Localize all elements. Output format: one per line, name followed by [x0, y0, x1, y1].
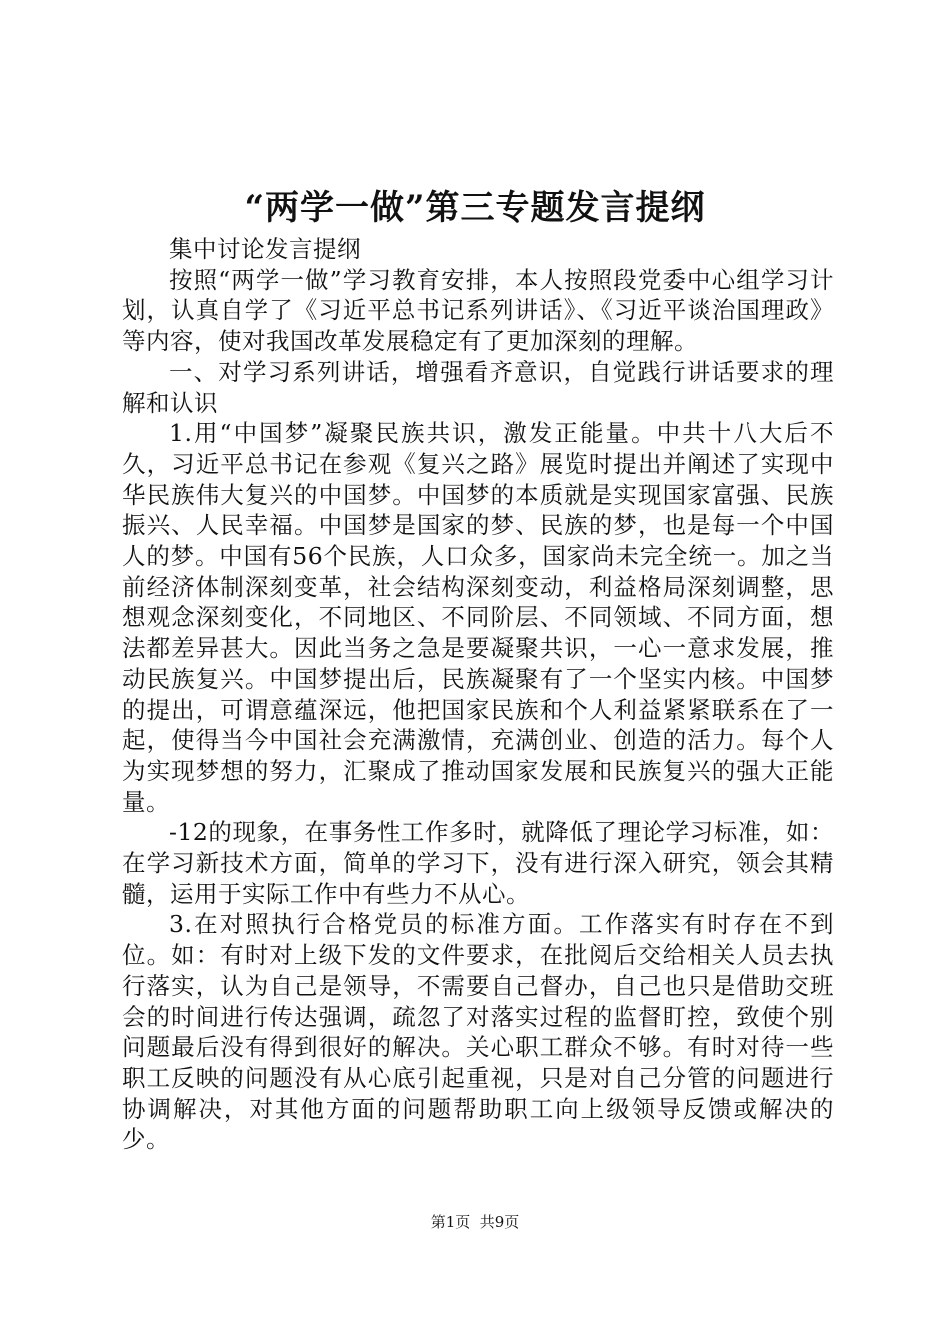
paragraph-party-standard: 3.在对照执行合格党员的标准方面。工作落实有时存在不到位。如：有时对上级下发的文件要求，在批阅后交给相关人员去执行落实，认为自己是领导，不需要自己督办，自己也只是借助交班会的时间进行传达强调，疏忽了对落实过程的监督盯控，致使个别问题最后没有得到很好的解决。关心职工群众不够。有时对待一些职工反映的问题没有从心底引起重视，只是对自己分管的问题进行协调解决，对其他方面的问题帮助职工向上级领导反馈或解决的少。 [122, 910, 834, 1154]
document-title: “两学一做”第三专题发言提纲 [244, 188, 706, 228]
page-indicator: 第1页 共9页 [430, 1213, 520, 1231]
paragraph-section-one: 一、对学习系列讲话，增强看齐意识，自觉践行讲话要求的理解和认识 [122, 357, 834, 417]
document-body [122, 234, 834, 1155]
paragraph-heading: 集中讨论发言提纲 [169, 235, 361, 263]
paragraph-intro: 按照“两学一做”学习教育安排，本人按照段党委中心组学习计划，认真自学了《习近平总书记系列讲话》、《习近平谈治国理政》等内容，使对我国改革发展稳定有了更加深刻的理解。 [122, 265, 834, 356]
paragraph-study-issue: -12的现象，在事务性工作多时，就降低了理论学习标准，如：在学习新技术方面，简单的学习下，没有进行深入研究，领会其精髓，运用于实际工作中有些力不从心。 [122, 818, 834, 908]
paragraph-china-dream: 1.用“中国梦”凝聚民族共识，激发正能量。中共十八大后不久，习近平总书记在参观《复兴之路》展览时提出并阐述了实现中华民族伟大复兴的中国梦。中国梦的本质就是实现国家富强、民族振兴、人民幸福。中国梦是国家的梦、民族的梦，也是每一个中国人的梦。中国有56个民族，人口众多，国家尚未完全统一。加之当前经济体制深刻变革，社会结构深刻变动，利益格局深刻调整，思想观念深刻变化，不同地区、不同阶层、不同领域、不同方面，想法都差异甚大。因此当务之急是要凝聚共识，一心一意求发展，推动民族复兴。中国梦提出后，民族凝聚有了一个坚实内核。中国梦的提出，可谓意蕴深远，他把国家民族和个人利益紧紧联系在了一起，使得当今中国社会充满激情，充满创业、创造的活力。每个人为实现梦想的努力，汇聚成了推动国家发展和民族复兴的强大正能量。 [122, 419, 834, 816]
